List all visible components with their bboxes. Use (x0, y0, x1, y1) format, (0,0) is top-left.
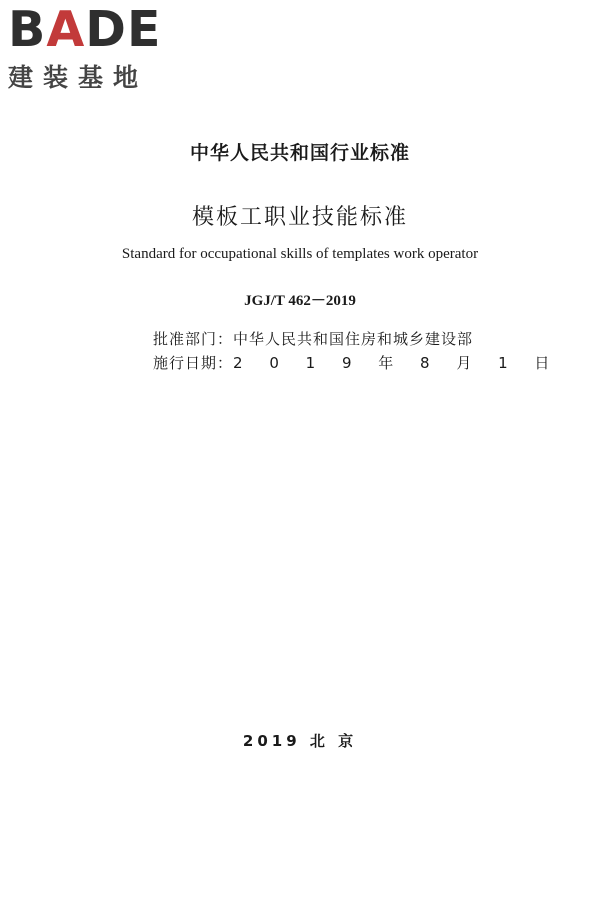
effective-value: 2 0 1 9 年 8 月 1 日 (233, 354, 561, 372)
effective-date (153, 352, 560, 373)
logo-letter-b: B (8, 1, 47, 58)
standard-code: JGJ/T 462－2019 (244, 293, 356, 309)
title-english: Standard for occupational skills of templates work operator (121, 246, 479, 262)
title-chinese: 模板工职业技能标准 (191, 205, 408, 230)
bade-watermark-logo (8, 1, 178, 96)
standard-category: 中华人民共和国行业标准 (189, 142, 410, 164)
approval-label: 批准部门： (153, 330, 234, 348)
effective-label: 施行日期： (153, 354, 234, 372)
approval-value: 中华人民共和国住房和城乡建设部 (233, 330, 474, 348)
logo-cjk: 建装基地 (8, 63, 149, 92)
logo-latin (8, 1, 178, 58)
logo-letters-de: DE (85, 1, 162, 58)
approval-department (153, 328, 473, 349)
publication-footer: 2019 北 京 (242, 732, 358, 750)
logo-letter-a: A (46, 1, 86, 58)
